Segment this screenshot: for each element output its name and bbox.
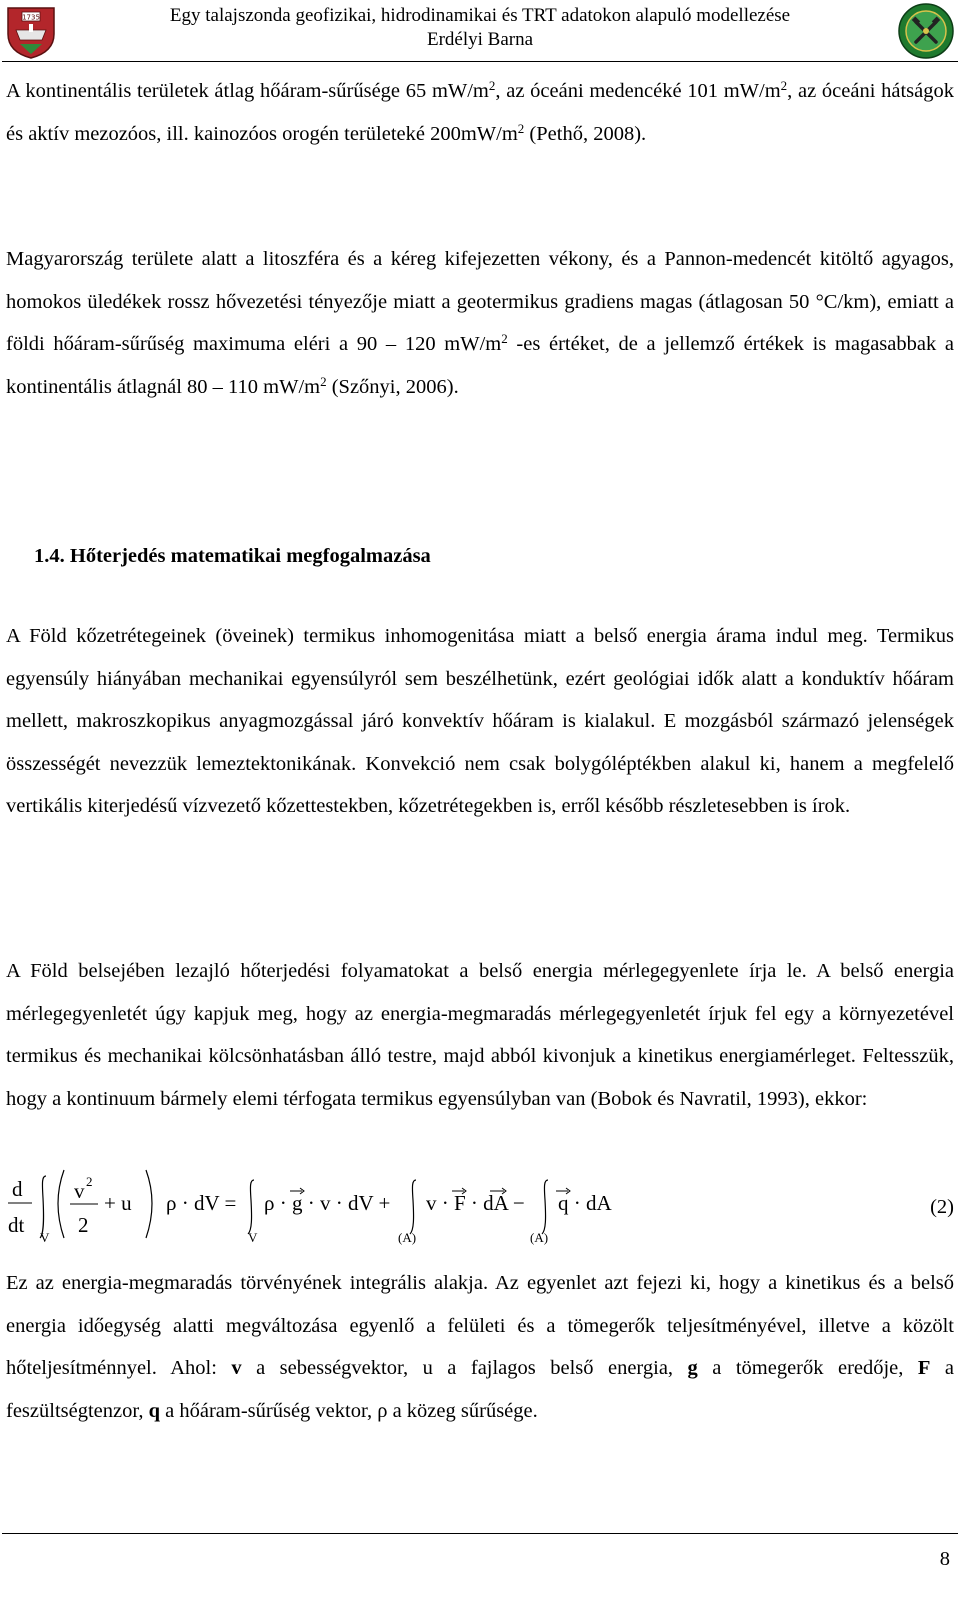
eq-v-f-da: v · F · dA − bbox=[426, 1191, 525, 1215]
page-header bbox=[0, 0, 960, 62]
integral-sign bbox=[410, 1180, 416, 1234]
paragraph-heat-flow-averages: A kontinentális területek átlag hőáram-sűrűsége 65 $mW/m^2$, az óceáni medencéké 101 $mW/m^2$, az óceáni hátságok és aktív mezozóos, ill. kainozóos orogén területeké $200mW/m^2$ (Pethő, 2008). bbox=[6, 77, 955, 145]
equation-number: (2) bbox=[930, 1196, 954, 1218]
eq-v-limit: V bbox=[248, 1230, 258, 1245]
section-heading: 1.4. Hőterjedés matematikai megfogalmazása bbox=[34, 545, 431, 567]
paragraph-thermal-inhomogeneity: A Föld kőzetrétegeinek (öveinek) termikus inhomogenitása miatt a belső energia árama indul meg. Termikus egyensúly hiányában mechanikai egyensúlyról sem beszélhetünk, ezért geológiai idők alatt a konduktív hőáram mellett, makroszkopikus anyagmozgással járó konvektív hőáram is kialakul. E mozgásból származó jelenségek összességét nevezzük lemeztektonikának. Konvekció nem csak bolygóléptékben alakul ki, hanem a megfelelő vertikális kiterjedésű vízvezető kőzettestekben, kőzetrétegekben is, erről később részletesebben is írok. bbox=[6, 625, 954, 817]
header-author: Erdélyi Barna bbox=[426, 29, 534, 50]
eq-rho-dv: ρ · dV = bbox=[166, 1191, 237, 1215]
footer-divider bbox=[2, 1533, 958, 1534]
faculty-emblem-logo bbox=[896, 2, 956, 60]
eq-two: 2 bbox=[78, 1213, 89, 1237]
integral-sign bbox=[40, 1176, 46, 1238]
header-title: Egy talajszonda geofizikai, hidrodinamikai és TRT adatokon alapuló modellezése bbox=[169, 5, 791, 26]
page-number: 8 bbox=[939, 1548, 950, 1570]
left-paren bbox=[58, 1170, 64, 1238]
right-paren bbox=[146, 1170, 152, 1238]
integral-sign bbox=[542, 1180, 548, 1234]
integral-sign bbox=[248, 1180, 254, 1234]
eq-a-limit: (A) bbox=[398, 1230, 417, 1245]
svg-text:1735: 1735 bbox=[22, 13, 40, 22]
eq-d: d bbox=[12, 1177, 23, 1201]
eq-plus-u: + u bbox=[104, 1191, 132, 1215]
eq-a-limit: (A) bbox=[530, 1230, 549, 1245]
paragraph-equation-explanation: Ez az energia-megmaradás törvényének integrális alakja. Az egyenlet azt fejezi ki, hogy a kinetikus és a belső energia időegység alatti megváltozása egyenlő a felületi és a tömegerők teljesítményével, illetve a közölt hőteljesítménnyel. Ahol: v a sebességvektor, u a fajlagos belső energia, g a tömegerők eredője, F a feszültségtenzor, q a hőáram-sűrűség vektor, ρ a közeg sűrűsége. bbox=[6, 1272, 954, 1422]
paragraph-energy-balance: A Föld belsejében lezajló hőterjedési folyamatokat a belső energia mérlegegyenlete írja le. A belső energia mérlegegyenletét úgy kapjuk meg, hogy az energia-megmaradás mérlegegyenletét írjuk fel egy a környezetével termikus és mechanikai kölcsönhatásban álló testre, majd abból kivonjuk a kinetikus energiamérleget. Feltesszük, hogy a kontinuum bármely elemi térfogata termikus egyensúlyban van (Bobok és Navratil, 1993), ekkor: bbox=[6, 960, 954, 1110]
eq-v: v bbox=[74, 1179, 85, 1203]
header-divider bbox=[2, 61, 958, 62]
eq-dt: dt bbox=[8, 1213, 25, 1237]
eq-v-limit: V bbox=[40, 1230, 50, 1245]
energy-conservation-equation bbox=[6, 1158, 954, 1258]
university-crest-logo bbox=[4, 4, 58, 60]
eq-q-da: q · dA bbox=[558, 1191, 612, 1215]
paragraph-hungary-heat-flow: Magyarország területe alatt a litoszféra és a kéreg kifejezetten vékony, és a Pannon-medencét kitöltő agyagos, homokos üledékek rossz hővezetési tényezője miatt a geotermikus gradiens magas (átlagosan 50 °C/km), emiatt a földi hőáram-sűrűség maximuma eléri a 90 – 120 $mW/m^2$ -es értéket, de a jellemző értékek is magasabbak a kontinentális átlagnál 80 – 110 $mW/m^2$ (Szőnyi, 2006). bbox=[6, 248, 955, 398]
eq-rho-g-v: ρ · g · v · dV + bbox=[264, 1191, 391, 1215]
eq-exp-two: 2 bbox=[86, 1174, 93, 1189]
